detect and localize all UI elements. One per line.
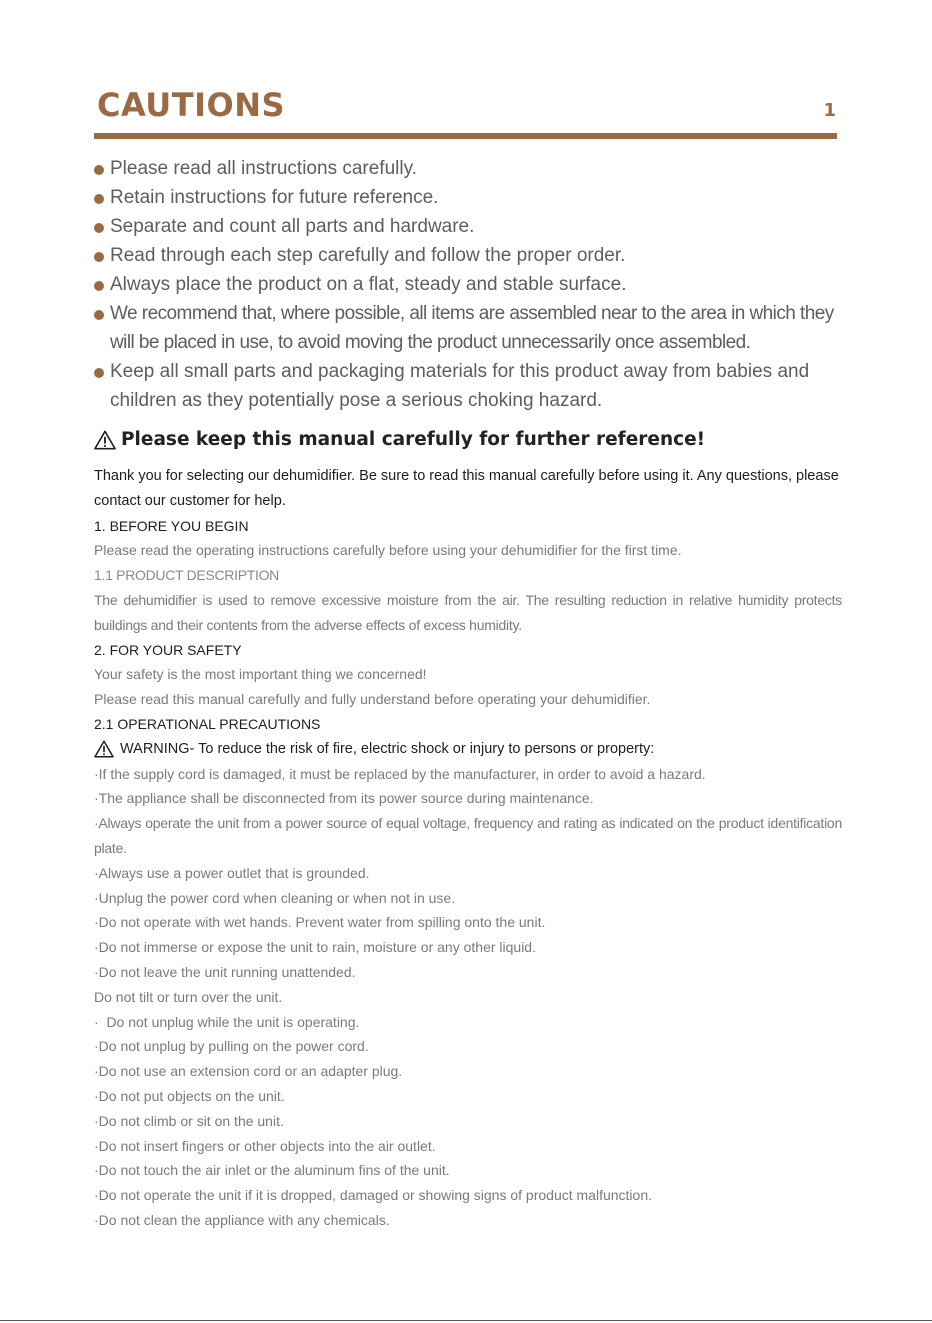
caution-text: Keep all small parts and packaging materials for this product away from babies and children as they potentially pose a serious choking hazard. [110, 361, 810, 411]
manual-body [94, 464, 842, 1233]
caution-text: We recommend that, where possible, all items are assembled near to the area in which they will be placed in use, to avoid moving the product unnecessarily once assembled. [110, 303, 834, 353]
page-number: 1 [823, 100, 836, 121]
safety-line: Please read this manual carefully and fully understand before operating your dehumidifier. [94, 691, 651, 708]
notice-text: Please keep this manual carefully for further reference! [121, 429, 706, 450]
section-heading-safety: 2. FOR YOUR SAFETY [94, 641, 242, 658]
precaution-item: ·Do not unplug by pulling on the power cord. [94, 1038, 369, 1055]
precaution-item: ·The appliance shall be disconnected from its power source during maintenance. [94, 790, 594, 807]
precaution-item: ·Do not insert fingers or other objects into the air outlet. [94, 1137, 436, 1154]
product-description-text: The dehumidifier is used to remove excessive moisture from the air. The resulting reduction in relative humidity protects buildings and their contents from the adverse effects of excess humidity. [94, 591, 842, 633]
keep-manual-notice [94, 429, 705, 450]
warning-triangle-icon [94, 740, 114, 758]
bullet-dot-icon [94, 165, 104, 175]
caution-item [94, 183, 844, 212]
precaution-item: ·Do not immerse or expose the unit to rain, moisture or any other liquid. [94, 939, 536, 956]
caution-text: Always place the product on a flat, steady and stable surface. [110, 274, 627, 295]
caution-item [94, 241, 844, 270]
caution-item [94, 154, 844, 183]
precaution-item: ·If the supply cord is damaged, it must be replaced by the manufacturer, in order to avoid a hazard. [94, 765, 706, 782]
caution-item [94, 357, 844, 415]
warning-text: WARNING- To reduce the risk of fire, electric shock or injury to persons or property: [120, 740, 655, 757]
precaution-item: ·Always operate the unit from a power source of equal voltage, frequency and rating as indicated on the product identification plate. [94, 815, 842, 856]
cautions-list [94, 154, 844, 415]
subheading-operational-precautions: 2.1 OPERATIONAL PRECAUTIONS [94, 715, 321, 732]
caution-text: Separate and count all parts and hardware. [110, 216, 475, 237]
caution-item [94, 212, 844, 241]
precaution-item: ·Do not clean the appliance with any chemicals. [94, 1211, 390, 1228]
precaution-item: ·Do not operate the unit if it is dropped, damaged or showing signs of product malfunction. [94, 1187, 652, 1204]
before-you-begin-text: Please read the operating instructions carefully before using your dehumidifier for the first time. [94, 542, 682, 559]
intro-paragraph: Thank you for selecting our dehumidifier. Be sure to read this manual carefully before using it. Any questions, please contact our customer for help. [94, 468, 839, 509]
precaution-item: · Do not unplug while the unit is operating. [94, 1013, 360, 1030]
precaution-item: ·Do not climb or sit on the unit. [94, 1112, 284, 1129]
precaution-item: ·Always use a power outlet that is grounded. [94, 864, 370, 881]
caution-item [94, 270, 844, 299]
caution-text: Read through each step carefully and follow the proper order. [110, 245, 626, 266]
subheading-product-description: 1.1 PRODUCT DESCRIPTION [94, 567, 279, 584]
precaution-item: Do not tilt or turn over the unit. [94, 988, 283, 1005]
bullet-dot-icon [94, 252, 104, 262]
safety-line: Your safety is the most important thing we concerned! [94, 666, 427, 683]
caution-text: Please read all instructions carefully. [110, 158, 417, 179]
header-rule [94, 133, 837, 139]
section-heading-before-you-begin: 1. BEFORE YOU BEGIN [94, 517, 249, 534]
warning-line [94, 737, 842, 762]
precaution-item: ·Do not touch the air inlet or the aluminum fins of the unit. [94, 1162, 450, 1179]
warning-triangle-icon [94, 430, 116, 450]
precaution-item: ·Do not put objects on the unit. [94, 1087, 285, 1104]
bullet-dot-icon [94, 223, 104, 233]
bullet-dot-icon [94, 281, 104, 291]
precaution-item: ·Do not use an extension cord or an adapter plug. [94, 1063, 403, 1080]
page-title: CAUTIONS [97, 86, 286, 124]
precaution-item: ·Unplug the power cord when cleaning or when not in use. [94, 889, 456, 906]
bullet-dot-icon [94, 368, 104, 378]
caution-item [94, 299, 844, 357]
footer-rule [0, 1320, 932, 1321]
precaution-item: ·Do not leave the unit running unattended. [94, 963, 356, 980]
bullet-dot-icon [94, 194, 104, 204]
precaution-item: ·Do not operate with wet hands. Prevent water from spilling onto the unit. [94, 914, 546, 931]
caution-text: Retain instructions for future reference. [110, 187, 439, 208]
bullet-dot-icon [94, 310, 104, 320]
